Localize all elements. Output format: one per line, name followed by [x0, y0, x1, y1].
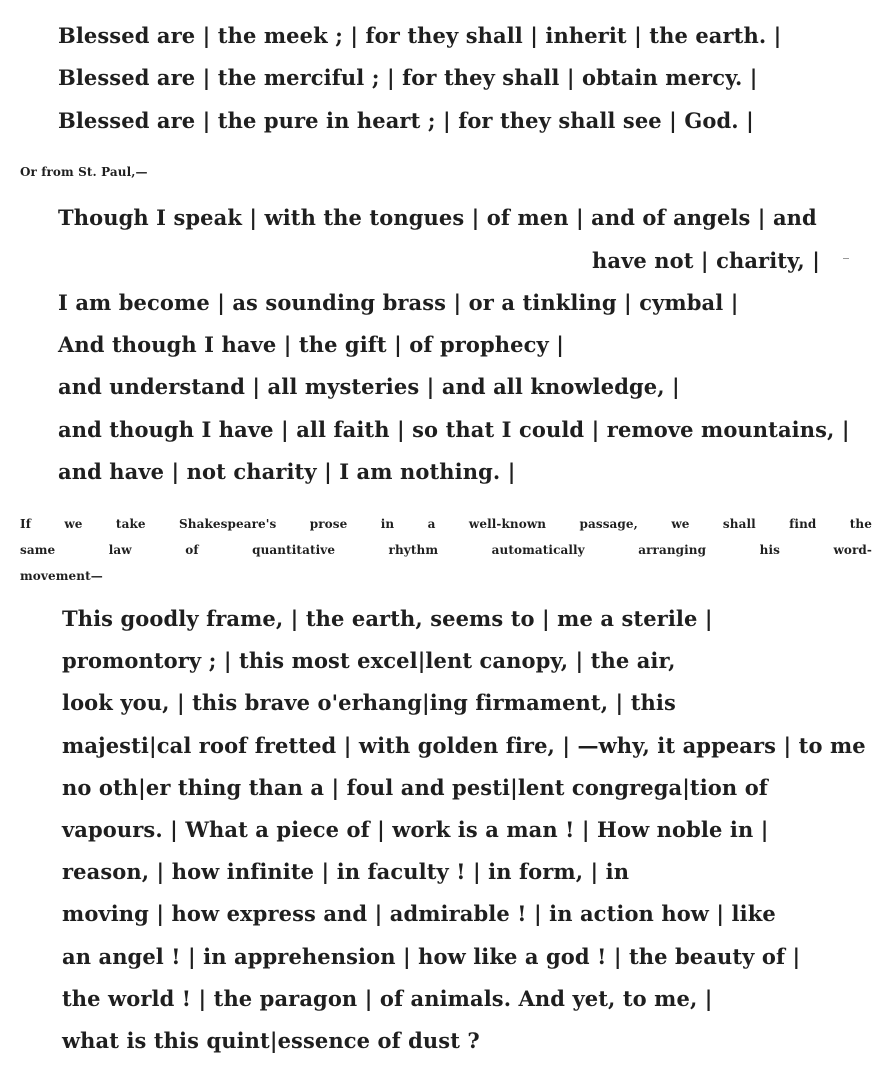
beatitude-line: Blessed are | the merciful ; | for they shall | obtain mercy. |: [58, 65, 758, 90]
paul-line: and understand | all mysteries | and all knowledge, |: [58, 374, 680, 399]
paul-line: and have | not charity | I am nothing. |: [58, 459, 516, 484]
paul-line: And though I have | the gift | of prophecy |: [58, 332, 564, 357]
stray-mark: [843, 258, 849, 259]
shakespeare-line: moving | how express and | admirable ! | in action how | like: [62, 901, 776, 926]
shakespeare-intro-line: same law of quantitative rhythm automatically arranging his word-: [20, 543, 872, 557]
shakespeare-line: no oth|er thing than a | foul and pesti|lent congrega|tion of: [62, 775, 768, 800]
shakespeare-line: look you, | this brave o'erhang|ing firmament, | this: [62, 690, 676, 715]
paul-line: I am become | as sounding brass | or a tinkling | cymbal |: [58, 290, 739, 315]
shakespeare-line: reason, | how infinite | in faculty ! | in form, | in: [62, 859, 630, 884]
paul-line: Though I speak | with the tongues | of men | and of angels | and: [58, 205, 817, 230]
shakespeare-line: what is this quint|essence of dust ?: [62, 1028, 480, 1053]
paul-line: and though I have | all faith | so that I could | remove mountains, |: [58, 417, 850, 442]
shakespeare-intro-line: movement—: [20, 569, 103, 583]
shakespeare-line: This goodly frame, | the earth, seems to | me a sterile |: [62, 606, 713, 631]
shakespeare-line: promontory ; | this most excel|lent canopy, | the air,: [62, 648, 676, 673]
beatitude-line: Blessed are | the meek ; | for they shall | inherit | the earth. |: [58, 23, 782, 48]
paul-line: have not | charity, |: [592, 248, 820, 273]
shakespeare-line: the world ! | the paragon | of animals. And yet, to me, |: [62, 986, 713, 1011]
shakespeare-line: vapours. | What a piece of | work is a man ! | How noble in |: [62, 817, 769, 842]
shakespeare-intro-line: If we take Shakespeare's prose in a well-known passage, we shall find the: [20, 517, 872, 531]
intro-paul: Or from St. Paul,—: [20, 165, 148, 179]
shakespeare-line: an angel ! | in apprehension | how like a god ! | the beauty of |: [62, 944, 801, 969]
shakespeare-line: majesti|cal roof fretted | with golden fire, | —why, it appears | to me: [62, 733, 866, 758]
beatitude-line: Blessed are | the pure in heart ; | for they shall see | God. |: [58, 108, 754, 133]
